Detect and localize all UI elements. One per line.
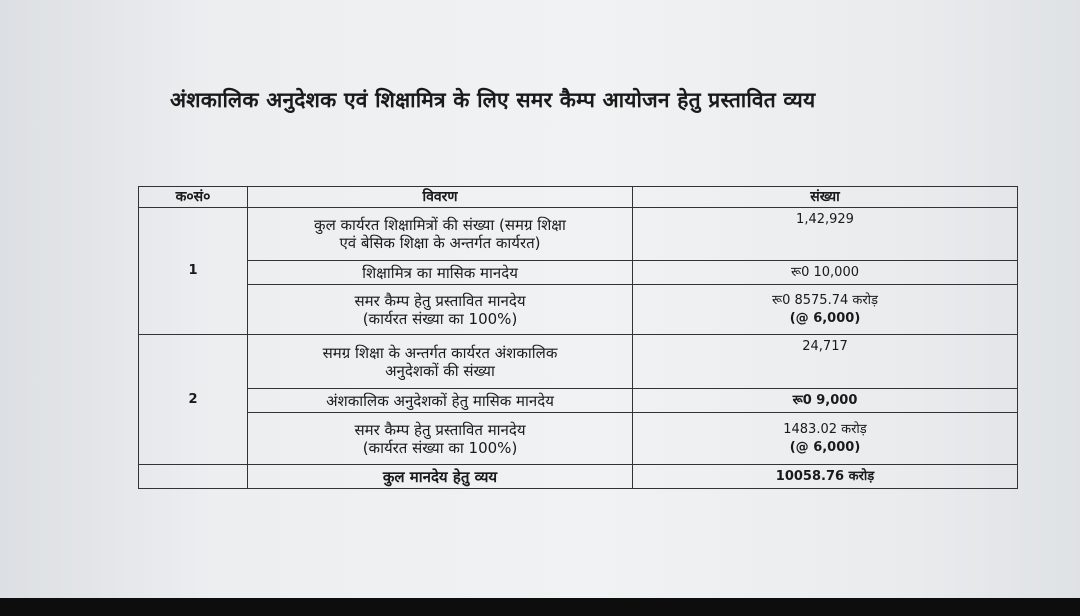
serial-cell-1: 1 bbox=[139, 208, 248, 335]
table-row bbox=[139, 335, 1018, 389]
rate-text: (@ 6,000) bbox=[789, 310, 861, 326]
header-count: संख्या bbox=[633, 187, 1018, 208]
value-text: 1483.02 करोड़ bbox=[783, 421, 867, 437]
description-cell bbox=[248, 389, 633, 413]
description-line: कुल कार्यरत शिक्षामित्रों की संख्या (समग्र शिक्षा bbox=[314, 216, 566, 234]
value-text: 24,717 bbox=[802, 339, 848, 354]
table-header-row bbox=[139, 187, 1018, 208]
description-line: समर कैम्प हेतु प्रस्तावित मानदेय bbox=[354, 291, 526, 310]
description-line: एवं बेसिक शिक्षा के अन्तर्गत कार्यरत) bbox=[339, 234, 541, 252]
value-cell bbox=[633, 208, 1018, 261]
description-line: समग्र शिक्षा के अन्तर्गत कार्यरत अंशकालिक bbox=[322, 343, 558, 362]
table-row bbox=[139, 285, 1018, 335]
description-cell bbox=[248, 335, 633, 389]
table-row bbox=[139, 389, 1018, 413]
serial-cell-2: 2 bbox=[139, 335, 248, 465]
total-row bbox=[139, 465, 1018, 489]
description-line: अनुदेशकों की संख्या bbox=[385, 361, 495, 380]
description-line: समर कैम्प हेतु प्रस्तावित मानदेय bbox=[354, 420, 526, 439]
header-serial: क०सं० bbox=[139, 187, 248, 208]
total-label: कुल मानदेय हेतु व्यय bbox=[248, 465, 633, 489]
description-cell bbox=[248, 285, 633, 335]
description-cell bbox=[248, 208, 633, 261]
value-text: रू0 9,000 bbox=[792, 392, 858, 408]
value-cell bbox=[633, 261, 1018, 285]
description-line: (कार्यरत संख्या का 100%) bbox=[362, 438, 518, 457]
value-cell bbox=[633, 335, 1018, 389]
description-line: अंशकालिक अनुदेशकों हेतु मासिक मानदेय bbox=[326, 391, 554, 410]
description-line: (कार्यरत संख्या का 100%) bbox=[362, 309, 518, 328]
value-cell bbox=[633, 389, 1018, 413]
value-cell bbox=[633, 285, 1018, 335]
expense-table bbox=[138, 186, 1018, 489]
value-text: रू0 8575.74 करोड़ bbox=[771, 292, 879, 308]
bottom-black-band bbox=[0, 598, 1080, 616]
header-description: विवरण bbox=[248, 187, 633, 208]
document-title: अंशकालिक अनुदेशक एवं शिक्षामित्र के लिए समर कैम्प आयोजन हेतु प्रस्तावित व्यय bbox=[170, 88, 816, 112]
table-row bbox=[139, 208, 1018, 261]
value-text: रू0 10,000 bbox=[791, 264, 859, 280]
description-cell bbox=[248, 413, 633, 465]
total-value: 10058.76 करोड़ bbox=[633, 465, 1018, 489]
value-text: 1,42,929 bbox=[796, 212, 854, 227]
value-cell bbox=[633, 413, 1018, 465]
description-line: शिक्षामित्र का मासिक मानदेय bbox=[362, 263, 518, 282]
rate-text: (@ 6,000) bbox=[789, 439, 861, 455]
description-cell bbox=[248, 261, 633, 285]
table-row bbox=[139, 413, 1018, 465]
total-serial-cell bbox=[139, 465, 248, 489]
table-row bbox=[139, 261, 1018, 285]
